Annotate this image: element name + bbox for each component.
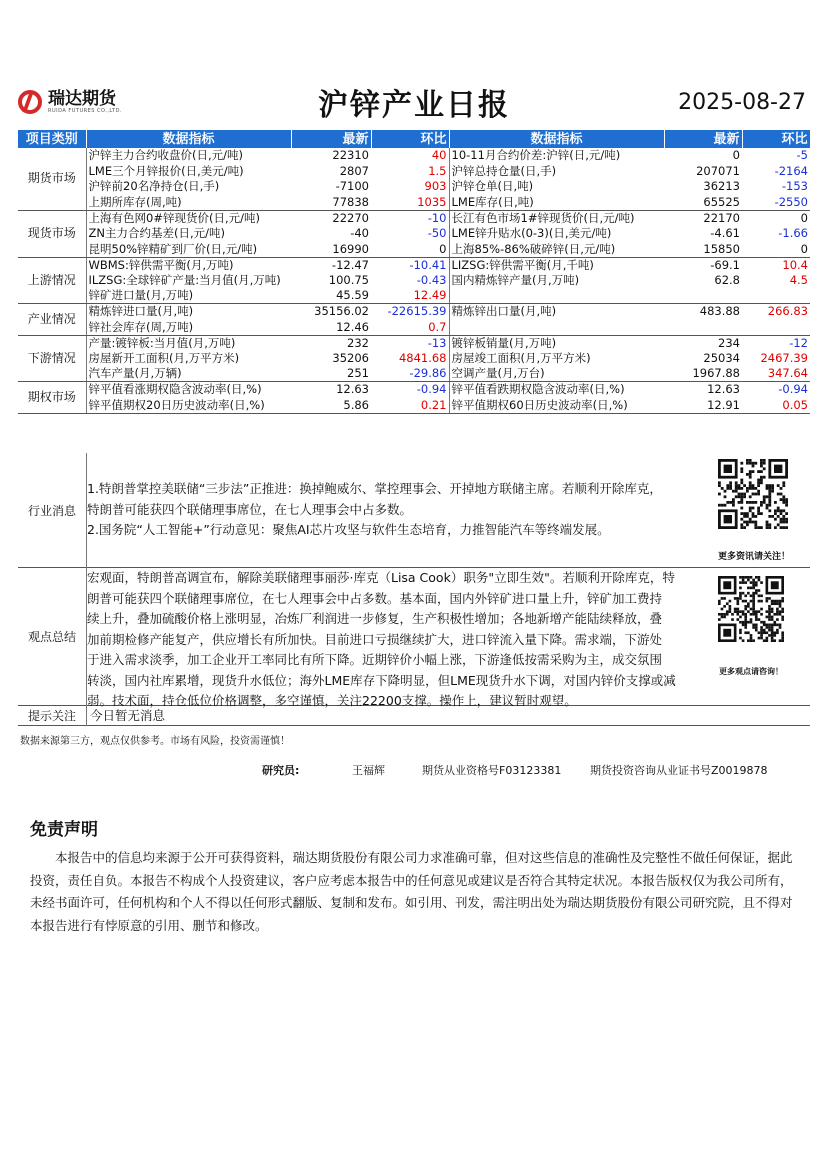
- change-value: -13: [427, 335, 447, 350]
- table-header-row: [18, 130, 810, 148]
- change-value: -5: [796, 148, 808, 163]
- tips-text: 今日暂无消息: [86, 706, 806, 726]
- futures-cert: 期货从业资格号F03123381: [422, 764, 562, 777]
- latest-value: [664, 288, 742, 304]
- latest-value: 65525: [664, 195, 742, 211]
- industry-news-section: [18, 453, 810, 568]
- indicator-name: LME三个月锌报价(日,美元/吨): [86, 164, 291, 180]
- change-value: 1035: [371, 195, 449, 211]
- change-value: 4841.68: [398, 351, 447, 366]
- consult-qr-code-icon: [718, 576, 784, 642]
- change-value: -0.94: [778, 382, 808, 397]
- view-line: 弱。技术面，持仓低位价格调整，多空谨慎，关注22200支撑。操作上，建议暂时观望。: [87, 693, 577, 708]
- indicator-name: 镀锌板销量(月,万吨): [449, 335, 664, 351]
- latest-value: 251: [291, 366, 371, 382]
- news-line: 2.国务院“人工智能+”行动意见：聚焦AI芯片攻坚与软件生态培育，力推智能汽车等终端发展。: [87, 522, 610, 537]
- change-value: 347.64: [742, 366, 810, 382]
- change-value: -2550: [742, 195, 810, 211]
- qr-caption: 更多观点请咨询！: [719, 667, 783, 676]
- change-value: 0: [800, 210, 808, 225]
- view-line: 于进入需求淡季，加工企业开工率同比有所下降。近期锌价小幅上涨，下游逢低按需采购为主，成交氛围: [87, 652, 663, 667]
- indicator-name: [449, 320, 664, 336]
- view-line: 续上升，叠加硫酸价格上涨明显，冶炼厂利润进一步修复，生产积极性增加；各地新增产能陆续释放，叠: [87, 611, 663, 626]
- change-value: 0: [371, 242, 449, 258]
- latest-value: 25034: [703, 351, 740, 366]
- indicator-name: 锌矿进口量(月,万吨): [86, 288, 291, 304]
- researcher-label: 研究员:: [262, 764, 300, 777]
- latest-value: 62.8: [714, 273, 740, 288]
- indicator-name: 锌平值期权20日历史波动率(日,%): [86, 398, 291, 414]
- indicator-name: 昆明50%锌精矿到厂价(日,元/吨): [86, 242, 291, 258]
- table-row: [18, 351, 810, 367]
- table-row: [18, 148, 810, 164]
- column-header: 最新: [664, 130, 742, 148]
- column-header: 环比: [371, 130, 449, 148]
- latest-value: 234: [718, 335, 740, 350]
- column-header: 数据指标: [86, 130, 291, 148]
- table-row: [18, 257, 810, 273]
- news-line: 特朗普可能获四个联储理事席位，在七人理事会中占多数。: [87, 501, 413, 517]
- change-value: [742, 288, 810, 304]
- indicator-name: 锌平值期权60日历史波动率(日,%): [449, 398, 664, 414]
- column-header: 环比: [742, 130, 810, 148]
- change-value: 2467.39: [760, 351, 808, 366]
- category-cell: 期货市场: [18, 148, 86, 210]
- latest-value: -69.1: [710, 257, 740, 272]
- view-line: 宏观面，特朗普高调宣布，解除美联储理事丽莎·库克（Lisa Cook）职务"立即生效"。若顺利开除库克，特: [87, 570, 675, 585]
- change-value: 0: [742, 242, 810, 258]
- indicator-name: 沪锌总持仓量(日,手): [449, 164, 664, 180]
- change-value: -50: [427, 226, 447, 241]
- researcher-name: 王福辉: [352, 764, 385, 777]
- view-line: 朗普可能获四个联储理事席位，在七人理事会中占多数。基本面，国内外锌矿进口量上升，锌矿加工费持: [87, 590, 663, 606]
- indicator-name: 沪锌前20名净持仓(日,手): [86, 179, 291, 195]
- indicator-name: 房屋竣工面积(月,万平方米): [449, 351, 664, 367]
- latest-value: 35206: [332, 351, 369, 366]
- indicator-name: [449, 288, 664, 304]
- change-value: -0.43: [416, 273, 447, 288]
- latest-value: 16990: [291, 242, 371, 258]
- column-header: 项目类别: [18, 130, 86, 148]
- latest-value: 22270: [332, 210, 369, 225]
- indicator-name: 上海有色网0#锌现货价(日,元/吨): [86, 210, 291, 226]
- indicator-name: 房屋新开工面积(月,万平方米): [86, 351, 291, 367]
- change-value: 10.4: [782, 257, 808, 272]
- category-cell: 上游情况: [18, 257, 86, 304]
- indicator-name: 长江有色市场1#锌现货价(日,元/吨): [449, 210, 664, 226]
- indicator-name: LME库存(日,吨): [449, 195, 664, 211]
- disclaimer-text: 本报告中的信息均来源于公开可获得资料，瑞达期货股份有限公司力求准确可靠，但对这些信息的准确性及完整性不做任何保证，据此投资，责任自负。本报告不构成个人投资建议，客户应考虑本报告中的任何意见或建议是否符合其特定状况。本报告版权仅为我公司所有，未经书面许可，任何机构和个人不得以任何形式翻版、复制和发布。如引用、刊发，需注明出处为瑞达期货股份有限公司研究院，且不得对本报告进行有悖原意的引用、删节和修改。: [30, 850, 793, 933]
- indicator-name: 10-11月合约价差:沪锌(日,元/吨): [449, 148, 664, 164]
- latest-value: 232: [347, 335, 369, 350]
- category-cell: 下游情况: [18, 335, 86, 382]
- latest-value: 12.46: [291, 320, 371, 336]
- view-line: 转淡，国内社库累增，现货升水低位；海外LME库存下降明显，但LME现货升水下调，对国内锌价支撑或减: [87, 672, 676, 688]
- change-value: -12: [789, 335, 808, 350]
- change-value: -10: [427, 210, 447, 225]
- industry-news-text: [86, 453, 716, 568]
- consult-cert: 期货投资咨询从业证书号Z0019878: [590, 764, 768, 777]
- change-value: -22615.39: [387, 304, 447, 319]
- indicator-name: LIZSG:锌供需平衡(月,千吨): [449, 257, 664, 273]
- table-row: [18, 179, 810, 195]
- latest-value: -7100: [335, 179, 369, 194]
- table-row: [18, 164, 810, 180]
- table-row: [18, 288, 810, 304]
- latest-value: 22310: [332, 148, 369, 163]
- indicator-name: 沪锌主力合约收盘价(日,元/吨): [86, 148, 291, 164]
- change-value: [742, 320, 810, 336]
- column-header: 最新: [291, 130, 371, 148]
- table-row: [18, 242, 810, 258]
- change-value: -2164: [774, 163, 808, 178]
- change-value: 40: [431, 148, 447, 163]
- latest-value: 12.91: [664, 398, 742, 414]
- latest-value: 2807: [339, 163, 369, 178]
- indicator-name: 锌平值看跌期权隐含波动率(日,%): [449, 382, 664, 398]
- latest-value: 22170: [703, 210, 740, 225]
- table-row: [18, 335, 810, 351]
- risk-note: 数据来源第三方，观点仅供参考。市场有风险，投资需谨慎！: [20, 736, 290, 747]
- latest-value: -40: [350, 226, 369, 241]
- indicator-name: 沪锌仓单(日,吨): [449, 179, 664, 195]
- latest-value: 77838: [291, 195, 371, 211]
- viewpoint-text: [86, 568, 716, 706]
- section-category: 提示关注: [27, 709, 76, 723]
- column-header: 数据指标: [449, 130, 664, 148]
- indicator-name: 精炼锌出口量(月,吨): [449, 304, 664, 320]
- latest-value: 100.75: [328, 273, 369, 288]
- table-row: [18, 398, 810, 414]
- latest-value: 5.86: [291, 398, 371, 414]
- indicator-name: 国内精炼锌产量(月,万吨): [449, 273, 664, 289]
- latest-value: -4.61: [710, 226, 740, 241]
- report-header: [18, 78, 810, 122]
- table-row: [18, 366, 810, 382]
- data-table: [18, 130, 811, 414]
- latest-value: -12.47: [331, 257, 369, 272]
- section-category: 观点总结: [27, 630, 76, 644]
- change-value: 0.7: [371, 320, 449, 336]
- change-value: 903: [424, 179, 447, 194]
- change-value: -10.41: [409, 257, 447, 272]
- latest-value: 483.88: [699, 304, 740, 319]
- indicator-name: 精炼锌进口量(月,吨): [86, 304, 291, 320]
- latest-value: 12.63: [336, 382, 369, 397]
- indicator-name: 上海85%-86%破碎锌(日,元/吨): [449, 242, 664, 258]
- tips-section: [18, 706, 810, 726]
- change-value: -1.66: [778, 226, 808, 241]
- table-row: [18, 210, 810, 226]
- change-value: -0.94: [416, 382, 447, 397]
- change-value: -29.86: [371, 366, 449, 382]
- section-category: 行业消息: [27, 503, 76, 518]
- latest-value: 0: [732, 148, 740, 163]
- logo-english: RUIDA FUTURES CO.,LTD.: [48, 108, 123, 114]
- latest-value: 12.63: [707, 382, 740, 397]
- wechat-qr-code-icon: [718, 459, 788, 529]
- latest-value: 1967.88: [664, 366, 742, 382]
- viewpoint-section: [18, 568, 810, 706]
- indicator-name: 空调产量(月,万台): [449, 366, 664, 382]
- indicator-name: 锌平值看涨期权隐含波动率(日,%): [86, 382, 291, 398]
- category-cell: 期权市场: [18, 382, 86, 413]
- latest-value: 45.59: [291, 288, 371, 304]
- table-row: [18, 320, 810, 336]
- table-row: [18, 226, 810, 242]
- qr-caption: 更多资讯请关注！: [717, 552, 790, 562]
- table-row: [18, 273, 810, 289]
- disclaimer-title: 免责声明: [30, 820, 98, 840]
- change-value: 266.83: [767, 304, 808, 319]
- table-row: [18, 382, 810, 398]
- change-value: 4.5: [789, 273, 808, 288]
- indicator-name: ILZSG:全球锌矿产量:当月值(月,万吨): [86, 273, 291, 289]
- change-value: 0.21: [371, 398, 449, 414]
- change-value: 12.49: [371, 288, 449, 304]
- category-cell: 产业情况: [18, 304, 86, 335]
- table-row: [18, 195, 810, 211]
- change-value: 1.5: [428, 163, 447, 178]
- news-line: 1.特朗普掌控美联储“三步法”正推进：换掉鲍威尔、掌控理事会、开掉地方联储主席。若顺利开除库克，: [87, 481, 662, 496]
- latest-value: 15850: [664, 242, 742, 258]
- report-title: 沪锌产业日报: [318, 88, 510, 123]
- indicator-name: 汽车产量(月,万辆): [86, 366, 291, 382]
- change-value: 0.05: [742, 398, 810, 414]
- indicator-name: ZN主力合约基差(日,元/吨): [86, 226, 291, 242]
- latest-value: [664, 320, 742, 336]
- indicator-name: 产量:镀锌板:当月值(月,万吨): [86, 335, 291, 351]
- indicator-name: WBMS:锌供需平衡(月,万吨): [86, 257, 291, 273]
- latest-value: 36213: [703, 179, 740, 194]
- indicator-name: 锌社会库存(周,万吨): [86, 320, 291, 336]
- latest-value: 35156.02: [314, 304, 369, 319]
- change-value: -153: [781, 179, 808, 194]
- table-body: [18, 148, 810, 413]
- indicator-name: 上期所库存(周,吨): [86, 195, 291, 211]
- indicator-name: LME锌升贴水(0-3)(日,美元/吨): [449, 226, 664, 242]
- view-line: 加前期检修产能复产，供应增长有所加快。目前进口亏损继续扩大，进口锌流入量下降。需求端，下游处: [87, 631, 663, 647]
- latest-value: 207071: [696, 163, 740, 178]
- report-date: 2025-08-27: [678, 90, 806, 115]
- category-cell: 现货市场: [18, 210, 86, 257]
- logo-name: 瑞达期货: [48, 89, 116, 109]
- table-row: [18, 304, 810, 320]
